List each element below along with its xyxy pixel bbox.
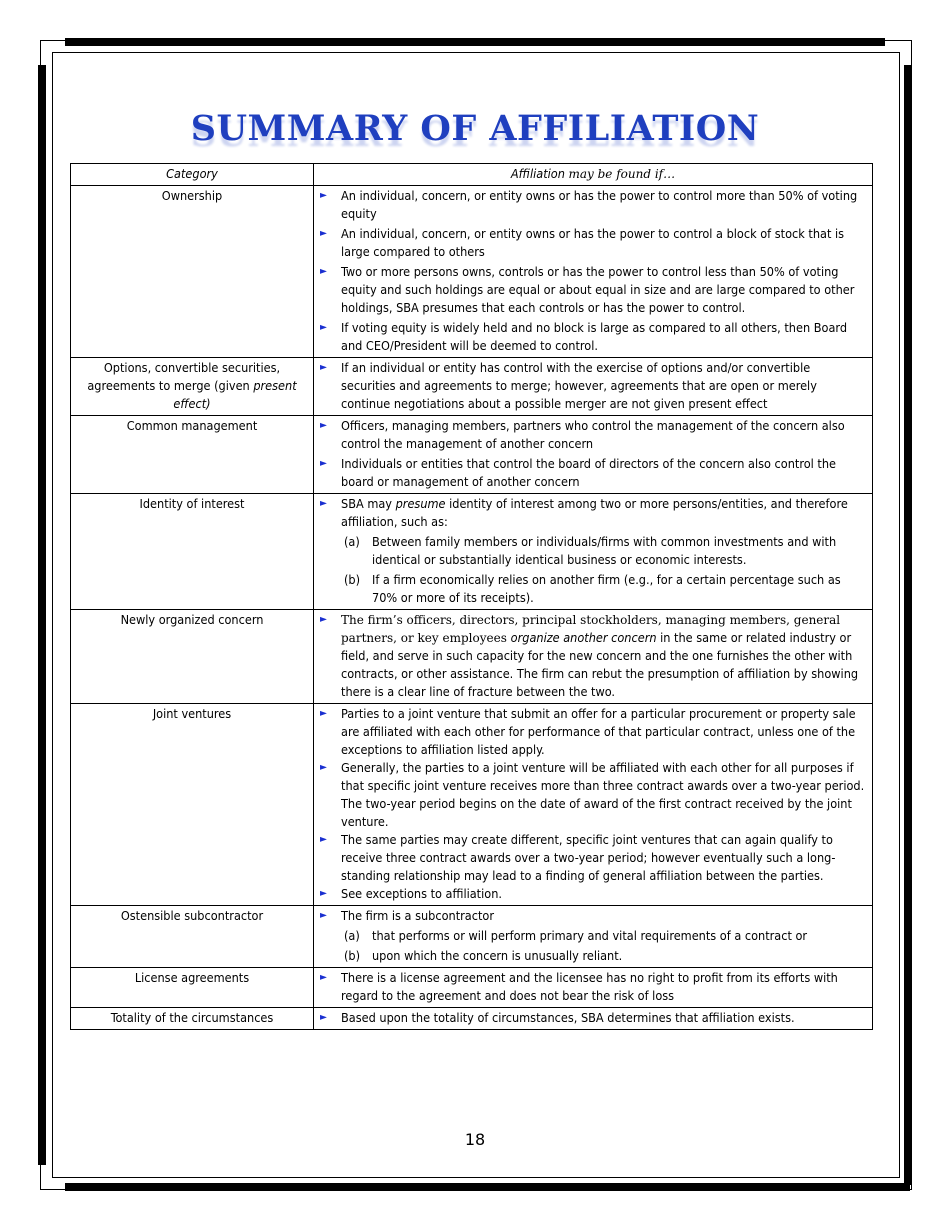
bullet-arrow-icon: ► xyxy=(320,910,327,921)
header-affiliation-rest: may be found if… xyxy=(568,167,676,181)
sub-item: (b) upon which the concern is unusually reliant. xyxy=(344,948,623,963)
bullet-arrow-icon: ► xyxy=(320,228,327,239)
table-row xyxy=(71,186,873,358)
table-row xyxy=(71,416,873,494)
bullet-arrow-icon: ► xyxy=(320,614,327,625)
row-description xyxy=(314,494,873,610)
row-description xyxy=(314,968,873,1008)
row-description xyxy=(314,906,873,968)
table-row xyxy=(71,610,873,704)
page-title: SUMMARY OF AFFILIATION xyxy=(190,108,760,149)
list-item: ► If an individual or entity has control with the exercise of options and/or convertible securities and agreements to merge; however, agreements that are open or merely continue negotiations about a possible merger are not given present effect xyxy=(320,360,817,411)
table-row xyxy=(71,968,873,1008)
bullet-arrow-icon: ► xyxy=(320,190,327,201)
row-description xyxy=(314,704,873,906)
bullet-arrow-icon: ► xyxy=(320,834,327,845)
table-row xyxy=(71,358,873,416)
sub-item: (b) If a firm economically relies on another firm (e.g., for a certain percentage such as 70% or more of its receipts). xyxy=(344,572,841,605)
list-item: ► The same parties may create different, specific joint ventures that can again qualify to receive three contract awards over a two-year period; however eventually such a long-standing relationship may lead to a finding of general affiliation between the parties. xyxy=(320,832,836,883)
row-category: Joint ventures xyxy=(71,704,314,906)
list-item: ► An individual, concern, or entity owns or has the power to control more than 50% of voting equity xyxy=(320,188,858,221)
row-category: Ostensible subcontractor xyxy=(71,906,314,968)
affiliation-table xyxy=(70,163,873,1030)
bullet-arrow-icon: ► xyxy=(320,888,327,899)
row-category: Identity of interest xyxy=(71,494,314,610)
list-item: ► Generally, the parties to a joint venture will be affiliated with each other for all purposes if that specific joint venture receives more than three contract awards over a two-year period. The two-year period begins on the date of award of the first contract received by the joint venture. xyxy=(320,760,865,829)
sub-item: (a) Between family members or individuals/firms with common investments and with identical or substantially identical business or economic interests. xyxy=(344,534,837,567)
list-item: ► The firm is a subcontractor xyxy=(320,908,494,923)
table-row xyxy=(71,1008,873,1030)
row-category: Ownership xyxy=(71,186,314,358)
table-row xyxy=(71,906,873,968)
bullet-arrow-icon: ► xyxy=(320,362,327,373)
row-description xyxy=(314,610,873,704)
bullet-arrow-icon: ► xyxy=(320,1012,327,1023)
header-affiliation-label: Affiliation xyxy=(510,166,565,181)
page-number: 18 xyxy=(464,1130,486,1149)
list-item: ► The firm’s officers, directors, principal stockholders, managing members, general partners, or key employees organize another concern in the same or related industry or field, and serve in such capacity for the new concern and the one furnishes the other with contracts, or other assistance. The firm can rebut the presumption of affiliation by showing there is a clear line of fracture between the two. xyxy=(320,613,859,699)
list-item: ► Individuals or entities that control the board of directors of the concern also control the board or management of another concern xyxy=(320,456,836,489)
list-item: ► An individual, concern, or entity owns or has the power to control a block of stock that is large compared to others xyxy=(320,226,845,259)
table-row xyxy=(71,494,873,610)
row-category: Newly organized concern xyxy=(71,610,314,704)
list-item: ► There is a license agreement and the licensee has no right to profit from its efforts with regard to the agreement and does not bear the risk of loss xyxy=(320,970,838,1003)
row-category: Options, convertible securities, agreements to merge (given present effect) xyxy=(71,358,314,416)
list-item: ► Based upon the totality of circumstances, SBA determines that affiliation exists. xyxy=(320,1010,795,1025)
table-row xyxy=(71,704,873,906)
bullet-arrow-icon: ► xyxy=(320,266,327,277)
list-item: ► Two or more persons owns, controls or has the power to control less than 50% of voting equity and such holdings are equal or about equal in size and are large compared to other holdings, SBA presumes that each controls or has the power to control. xyxy=(320,264,855,315)
row-category: Totality of the circumstances xyxy=(71,1008,314,1030)
bullet-arrow-icon: ► xyxy=(320,458,327,469)
list-item: ► See exceptions to affiliation. xyxy=(320,886,502,901)
row-category: License agreements xyxy=(71,968,314,1008)
list-item: ► Parties to a joint venture that submit an offer for a particular procurement or property sale are affiliated with each other for performance of that particular contract, unless one of the exceptions to affiliation listed apply. xyxy=(320,706,856,757)
bullet-arrow-icon: ► xyxy=(320,762,327,773)
bullet-arrow-icon: ► xyxy=(320,972,327,983)
sub-item: (a) that performs or will perform primary and vital requirements of a contract or xyxy=(344,928,808,943)
list-item: ► SBA may presume identity of interest among two or more persons/entities, and therefore affiliation, such as: xyxy=(320,496,848,529)
row-description xyxy=(314,186,873,358)
bullet-arrow-icon: ► xyxy=(320,498,327,509)
row-description xyxy=(314,416,873,494)
list-item: ► Officers, managing members, partners who control the management of the concern also control the management of another concern xyxy=(320,418,845,451)
row-category: Common management xyxy=(71,416,314,494)
bullet-arrow-icon: ► xyxy=(320,420,327,431)
bullet-arrow-icon: ► xyxy=(320,322,327,333)
header-affiliation xyxy=(314,164,873,186)
list-item: ► If voting equity is widely held and no block is large as compared to all others, then Board and CEO/President will be deemed to control. xyxy=(320,320,848,353)
table-header-row xyxy=(71,164,873,186)
bullet-arrow-icon: ► xyxy=(320,708,327,719)
row-description xyxy=(314,1008,873,1030)
row-description xyxy=(314,358,873,416)
header-category: Category xyxy=(71,164,314,186)
